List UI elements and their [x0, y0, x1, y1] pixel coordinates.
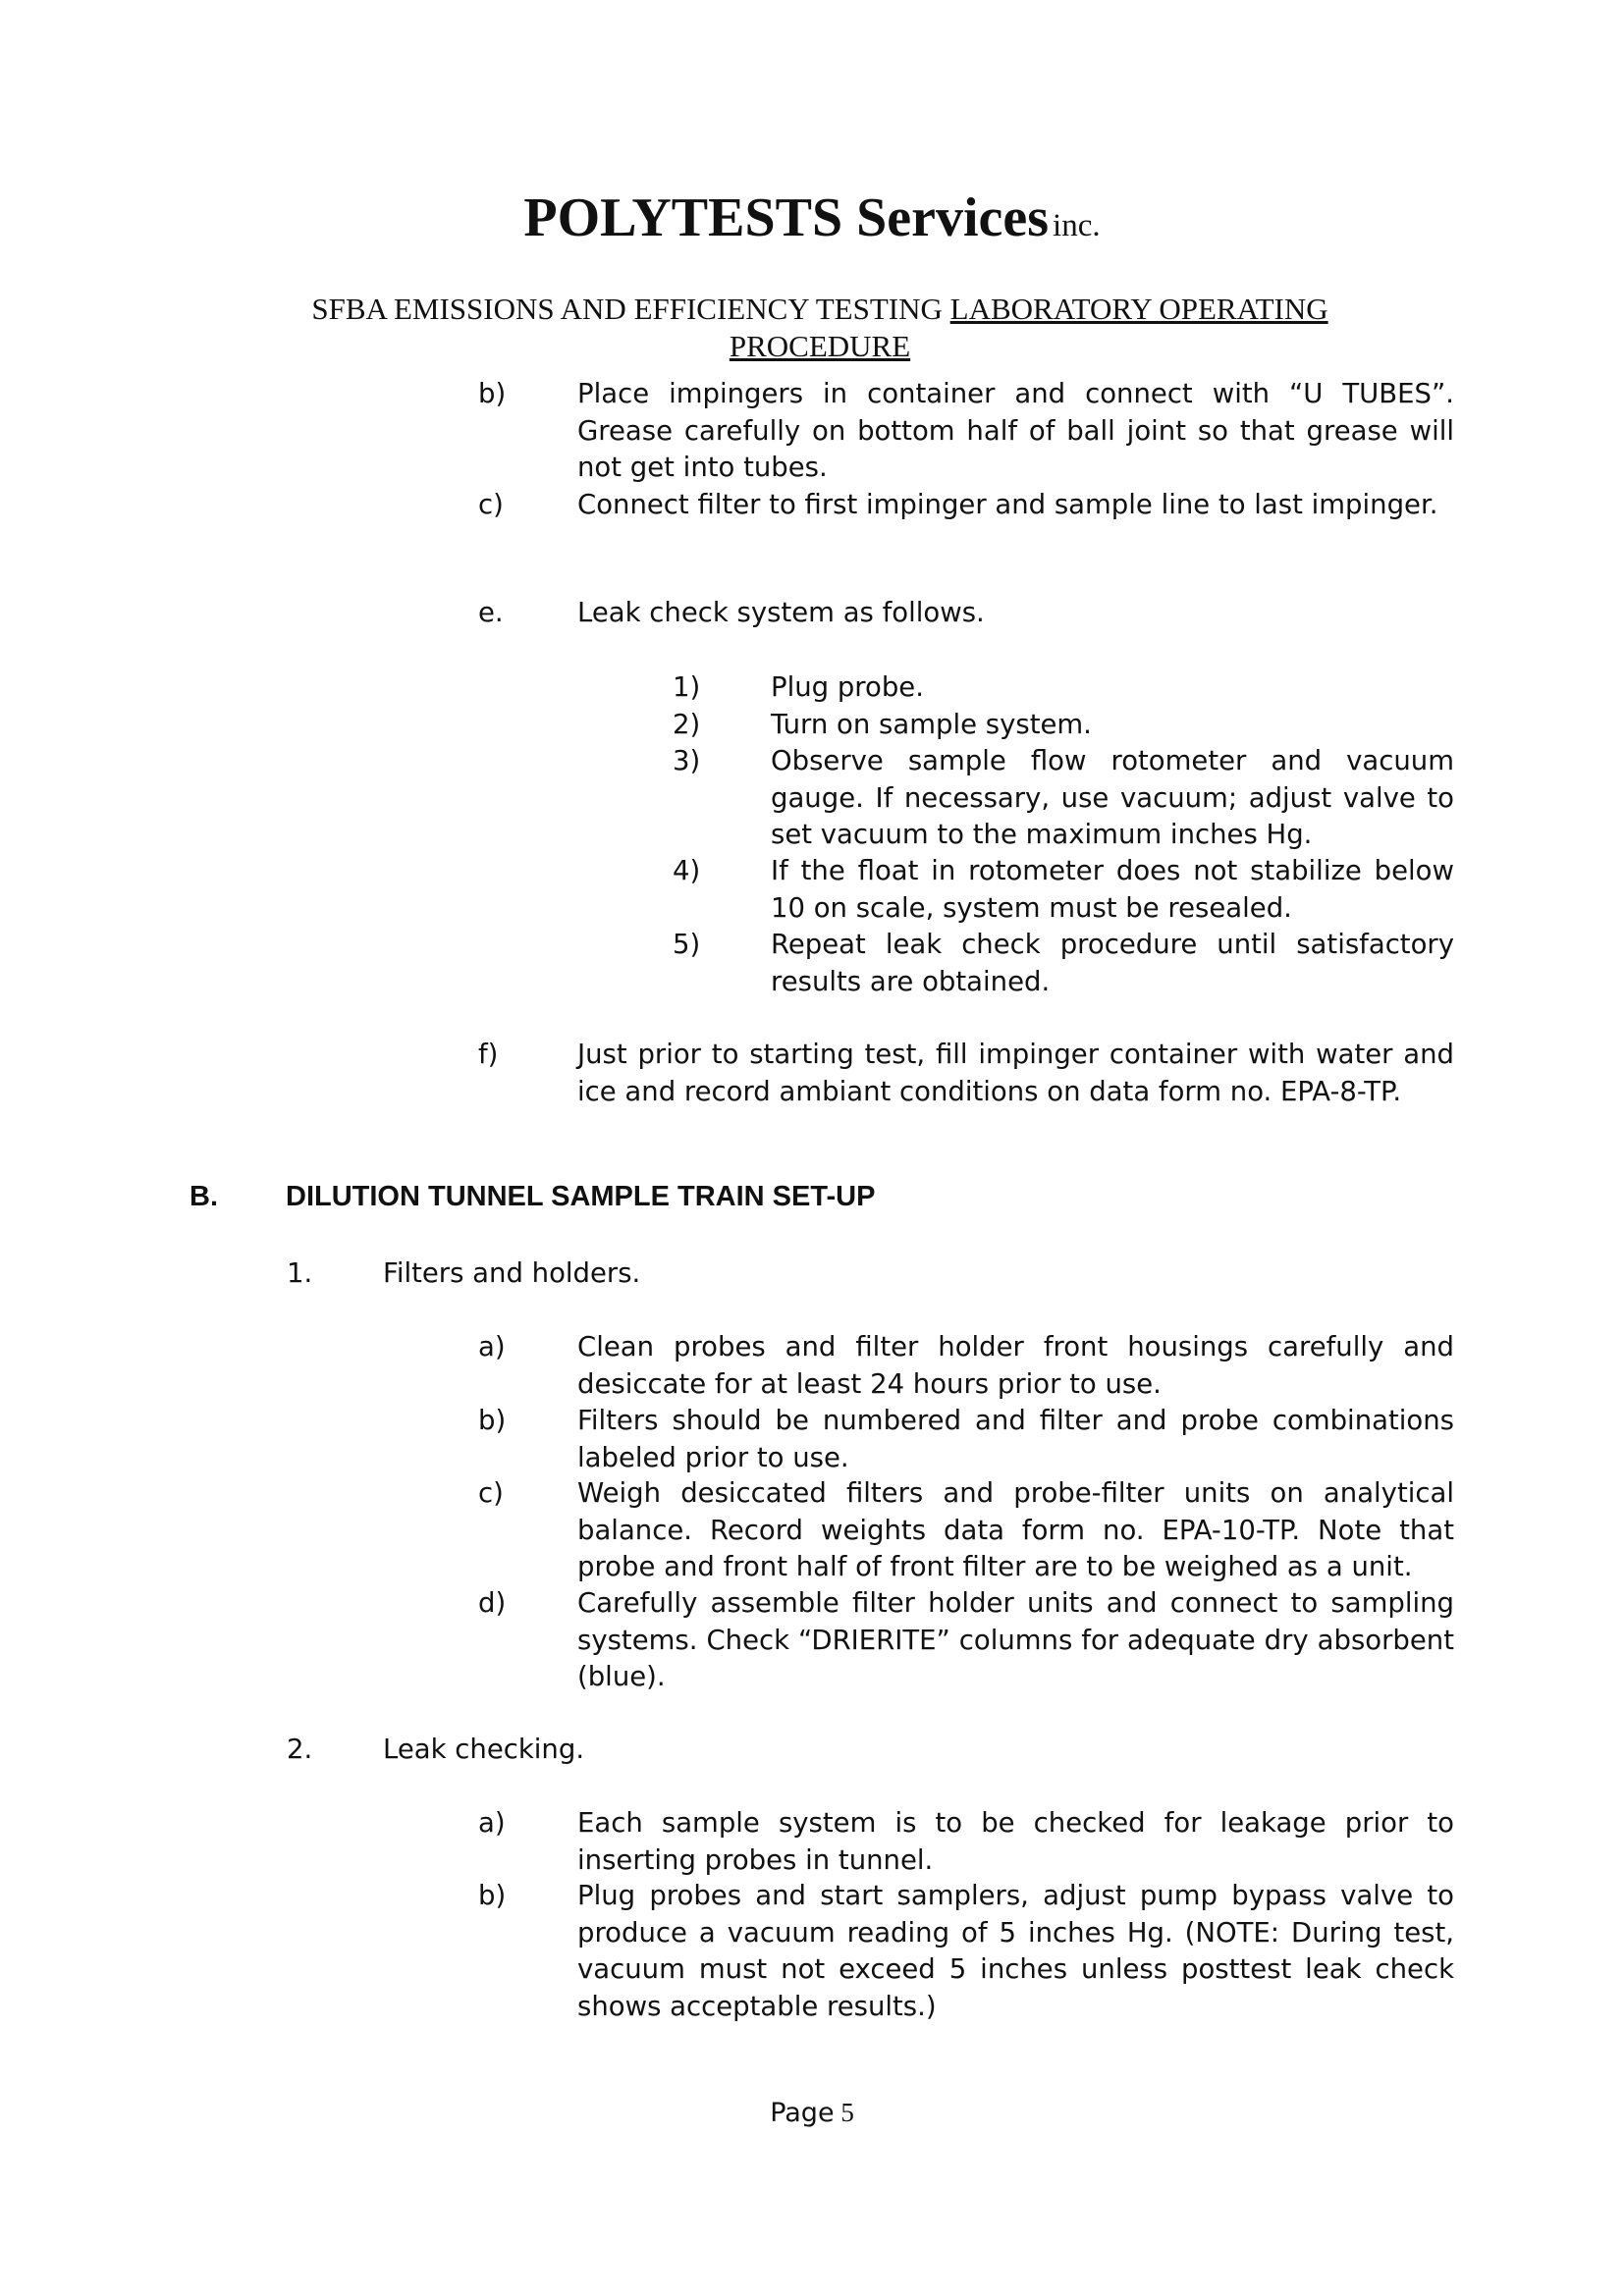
list-item-text: Place impingers in container and connect with “U TUBES”. Grease carefully on bottom half of ball joint so that grease will not get into tubes. [577, 378, 1454, 483]
list-item-label: c) [478, 489, 504, 520]
list-item-label: b) [478, 1880, 507, 1911]
list-item-label: c) [478, 1477, 504, 1509]
step-label: 4) [673, 855, 701, 886]
list-item-text: Filters should be numbered and filter and probe combinations labeled prior to use. [577, 1405, 1454, 1473]
company-name: POLYTESTS Services [523, 187, 1050, 248]
list-item-label: e. [478, 597, 504, 628]
list-item-text: Connect filter to first impinger and sample line to last impinger. [577, 489, 1438, 520]
list-item-text: Weigh desiccated filters and probe-filter units on analytical balance. Record weights data form no. EPA-10-TP. Note that probe and front half of front filter are to be weighed as a unit. [577, 1477, 1454, 1582]
step-text: Turn on sample system. [771, 709, 1092, 740]
subsection-title: Filters and holders. [383, 1257, 641, 1289]
page-label: Page [770, 2098, 835, 2128]
list-item-label: b) [478, 378, 507, 409]
document-subtitle [245, 291, 1394, 365]
list-item-text: Just prior to starting test, fill impinger container with water and ice and record ambiant conditions on data form no. EPA-8-TP. [577, 1039, 1454, 1107]
step-label: 1) [673, 671, 701, 703]
company-suffix: inc. [1053, 208, 1101, 243]
list-item-label: f) [478, 1039, 499, 1070]
step-label: 5) [673, 929, 701, 960]
list-item-text: Plug probes and start samplers, adjust pump bypass valve to produce a vacuum reading of 5 inches Hg. (NOTE: During test, vacuum must not exceed 5 inches unless posttest leak check shows acceptable results.) [577, 1880, 1454, 2022]
section-label: B. [189, 1181, 218, 1212]
step-label: 3) [673, 745, 701, 776]
list-item-label: b) [478, 1405, 507, 1436]
list-item-text: Clean probes and filter holder front housings carefully and desiccate for at least 24 hours prior to use. [577, 1331, 1454, 1400]
list-item-text: Leak check system as follows. [577, 597, 985, 628]
company-title [0, 187, 1624, 249]
subsection-label: 2. [287, 1734, 313, 1765]
step-text: Observe sample flow rotometer and vacuum gauge. If necessary, use vacuum; adjust valve to set vacuum to the maximum inches Hg. [771, 745, 1454, 850]
step-text: Plug probe. [771, 671, 924, 703]
list-item-text: Carefully assemble filter holder units and connect to sampling systems. Check “DRIERITE” columns for adequate dry absorbent (blue). [577, 1587, 1454, 1692]
subtitle-underlined-1: LABORATORY OPERATING [949, 292, 1328, 326]
page-number [0, 2098, 1624, 2128]
list-item-label: a) [478, 1331, 506, 1362]
list-item-text: Each sample system is to be checked for leakage prior to inserting probes in tunnel. [577, 1807, 1454, 1876]
subtitle-plain: SFBA EMISSIONS AND EFFICIENCY TESTING [311, 292, 950, 326]
list-item-label: d) [478, 1587, 507, 1619]
section-title: DILUTION TUNNEL SAMPLE TRAIN SET-UP [286, 1181, 876, 1212]
step-text: If the float in rotometer does not stabilize below 10 on scale, system must be resealed. [771, 855, 1454, 924]
subsection-label: 1. [287, 1257, 313, 1289]
list-item-label: a) [478, 1807, 506, 1839]
step-text: Repeat leak check procedure until satisfactory results are obtained. [771, 929, 1454, 997]
subtitle-underlined-2: PROCEDURE [729, 329, 911, 363]
page-number-value: 5 [840, 2098, 854, 2127]
subsection-title: Leak checking. [383, 1734, 585, 1765]
step-label: 2) [673, 709, 701, 740]
